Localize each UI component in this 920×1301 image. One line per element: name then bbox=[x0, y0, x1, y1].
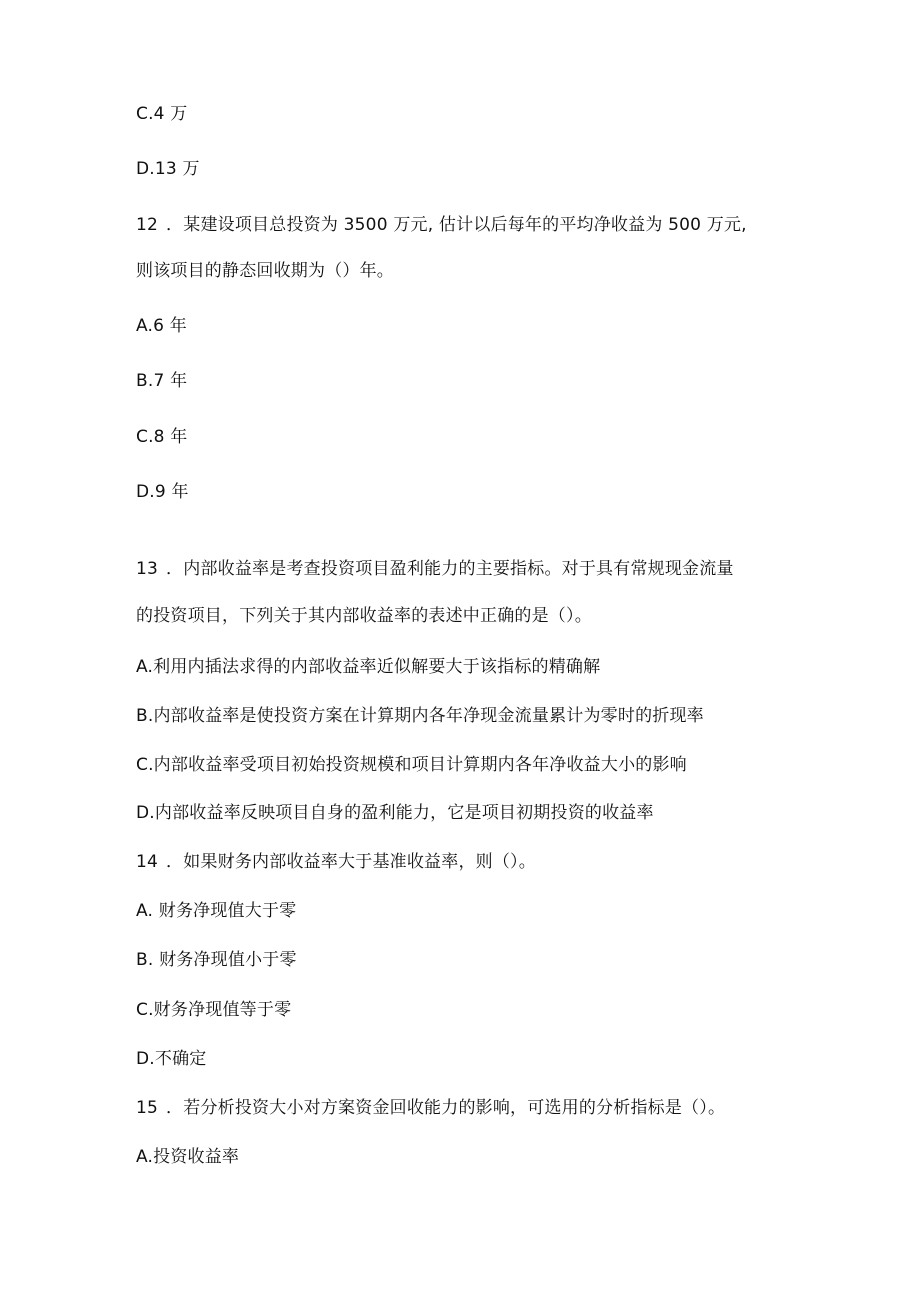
question-number: 13 bbox=[136, 559, 159, 579]
question-text: ．内部收益率是考查投资项目盈利能力的主要指标。对于具有常规现金流量 bbox=[166, 559, 734, 579]
option-a: A.利用内插法求得的内部收益率近似解要大于该指标的精确解 bbox=[136, 657, 601, 677]
option-a: A.投资收益率 bbox=[136, 1147, 240, 1167]
option-b: B.内部收益率是使投资方案在计算期内各年净现金流量累计为零时的折现率 bbox=[136, 706, 704, 726]
option-d: D.内部收益率反映项目自身的盈利能力，它是项目初期投资的收益率 bbox=[136, 803, 654, 823]
option-d: D.9 年 bbox=[136, 482, 189, 502]
option-c: C.财务净现值等于零 bbox=[136, 1000, 292, 1020]
option-d: D.13 万 bbox=[136, 159, 200, 179]
question-14-stem bbox=[136, 850, 536, 874]
option-b: B. 财务净现值小于零 bbox=[136, 950, 297, 970]
question-number: 14 bbox=[136, 852, 159, 872]
question-number: 15 bbox=[136, 1098, 159, 1118]
option-a: A. 财务净现值大于零 bbox=[136, 901, 297, 921]
question-15-stem bbox=[136, 1096, 725, 1120]
option-d: D.不确定 bbox=[136, 1049, 207, 1069]
question-text: ．若分析投资大小对方案资金回收能力的影响，可选用的分析指标是（）。 bbox=[166, 1098, 726, 1118]
question-text: ．如果财务内部收益率大于基准收益率，则（）。 bbox=[166, 852, 536, 872]
question-text: ．某建设项目总投资为 3500 万元, 估计以后每年的平均净收益为 500 万元, bbox=[166, 215, 747, 235]
question-13-stem-continued: 的投资项目，下列关于其内部收益率的表述中正确的是（）。 bbox=[136, 606, 592, 626]
option-a: A.6 年 bbox=[136, 316, 187, 336]
question-12-stem bbox=[136, 213, 747, 237]
option-c: C.8 年 bbox=[136, 427, 188, 447]
question-13-stem bbox=[136, 557, 734, 581]
question-12-stem-continued: 则该项目的静态回收期为（）年。 bbox=[136, 261, 394, 281]
option-c: C.4 万 bbox=[136, 104, 188, 124]
question-number: 12 bbox=[136, 215, 159, 235]
option-b: B.7 年 bbox=[136, 371, 188, 391]
option-c: C.内部收益率受项目初始投资规模和项目计算期内各年净收益大小的影响 bbox=[136, 755, 687, 775]
